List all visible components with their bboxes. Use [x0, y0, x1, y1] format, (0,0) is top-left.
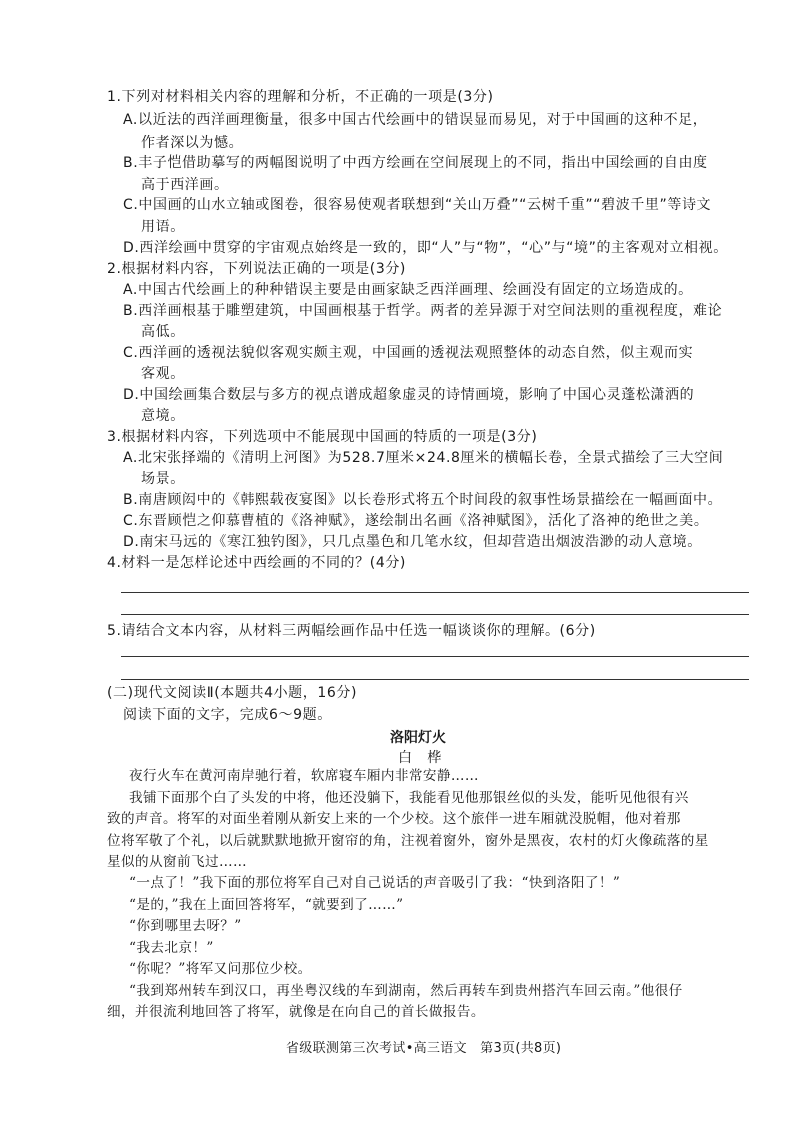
question-5-stem: 5.请结合文本内容，从材料三两幅绘画作品中任选一幅谈谈你的理解。(6分)	[107, 623, 596, 639]
story-paragraph-2-line-4: 星似的从窗前飞过……	[107, 854, 247, 870]
story-paragraph-8-line-2: 细，并很流利地回答了将军，就像是在向自己的首长做报告。	[107, 1004, 485, 1020]
section-heading: (二)现代文阅读Ⅱ(本题共4小题，16分)	[107, 685, 358, 701]
question-2-option-c: C.西洋画的透视法貌似客观实颇主观，中国画的透视法观照整体的动态自然，似主观而实	[123, 345, 694, 361]
question-3-stem: 3.根据材料内容，下列选项中不能展现中国画的特质的一项是(3分)	[107, 429, 538, 445]
question-3-option-a: A.北宋张择端的《清明上河图》为528.7厘米×24.8厘米的横幅长卷，全景式描绘了三大空间	[123, 450, 724, 466]
question-1-option-b: B.丰子恺借助摹写的两幅图说明了中西方绘画在空间展现上的不同，指出中国绘画的自由度	[123, 155, 708, 171]
story-paragraph-6: “我去北京！”	[129, 940, 214, 956]
question-3-option-b: B.南唐顾闳中的《韩熙载夜宴图》以长卷形式将五个时间段的叙事性场景描绘在一幅画面中。	[123, 492, 723, 508]
question-2-option-b: B.西洋画根基于雕塑建筑，中国画根基于哲学。两者的差异源于对空间法则的重视程度，难论	[123, 303, 723, 319]
question-2-option-d: D.中国绘画集合数层与多方的视点谱成超象虚灵的诗情画境，影响了中国心灵蓬松潇洒的	[123, 387, 695, 403]
question-1-option-a: A.以近法的西洋画理衡量，很多中国古代绘画中的错误显而易见，对于中国画的这种不足，	[123, 112, 708, 128]
question-1-option-b-cont: 高于西洋画。	[141, 177, 229, 193]
answer-line-q5-2	[121, 679, 749, 680]
question-2-option-c-cont: 客观。	[141, 366, 185, 382]
answer-line-q5-1	[121, 656, 749, 657]
question-1-option-d: D.西洋绘画中贯穿的宇宙观点始终是一致的，即“人”与“物”，“心”与“境”的主客观对立相视。	[123, 240, 728, 256]
story-title: 洛阳灯火	[390, 730, 446, 746]
question-1-option-c: C.中国画的山水立轴或图卷，很容易使观者联想到“关山万叠”“云树千重”“碧波千里”等诗文	[123, 197, 712, 213]
story-paragraph-4: “是的，”我在上面回答将军，“就要到了……”	[129, 897, 404, 913]
section-instruction: 阅读下面的文字，完成6～9题。	[123, 707, 332, 723]
question-3-option-d: D.南宋马远的《寒江独钓图》，只几点墨色和几笔水纹，但却营造出烟波浩渺的动人意境。	[123, 534, 702, 550]
page-footer: 省级联测第三次考试•高三语文 第3页(共8页)	[286, 1041, 562, 1056]
question-4-stem: 4.材料一是怎样论述中西绘画的不同的？(4分)	[107, 555, 406, 571]
question-2-stem: 2.根据材料内容，下列说法正确的一项是(3分)	[107, 261, 406, 277]
story-paragraph-8-line-1: “我到郑州转车到汉口，再坐粤汉线的车到湖南，然后再转车到贵州搭汽车回云南。”他很仔	[129, 983, 683, 999]
question-2-option-a: A.中国古代绘画上的种种错误主要是由画家缺乏西洋画理、绘画没有固定的立场造成的。	[123, 282, 693, 298]
story-paragraph-7: “你呢？”将军又问那位少校。	[129, 961, 312, 977]
story-author: 白 桦	[398, 750, 442, 766]
question-1-stem: 1.下列对材料相关内容的理解和分析，不正确的一项是(3分)	[107, 89, 494, 105]
story-paragraph-2-line-3: 位将军敬了个礼，以后就默默地掀开窗帘的角，注视着窗外，窗外是黑夜，农村的灯火像疏落的星	[107, 833, 709, 849]
story-paragraph-2-line-1: 我铺下面那个白了头发的中将，他还没躺下，我能看见他那银丝似的头发，能听见他很有兴	[129, 790, 689, 806]
question-1-option-c-cont: 用语。	[141, 219, 185, 235]
question-2-option-d-cont: 意境。	[141, 408, 185, 424]
question-1-option-a-cont: 作者深以为憾。	[141, 135, 244, 151]
story-paragraph-1: 夜行火车在黄河南岸驰行着，软席寝车厢内非常安静……	[129, 768, 479, 784]
story-paragraph-5: “你到哪里去呀？”	[129, 918, 242, 934]
story-paragraph-2-line-2: 致的声音。将军的对面坐着刚从新安上来的一个少校。这个旅伴一进车厢就没脱帽，他对着那	[107, 811, 681, 827]
question-3-option-a-cont: 场景。	[141, 471, 185, 487]
story-paragraph-3: “一点了！”我下面的那位将军自己对自己说话的声音吸引了我：“快到洛阳了！”	[129, 875, 621, 891]
question-3-option-c: C.东晋顾恺之仰慕曹植的《洛神赋》，遂绘制出名画《洛神赋图》，活化了洛神的绝世之美。	[123, 513, 709, 529]
answer-line-q4-1	[121, 592, 749, 593]
question-2-option-b-cont: 高低。	[141, 324, 185, 340]
answer-line-q4-2	[121, 614, 749, 615]
